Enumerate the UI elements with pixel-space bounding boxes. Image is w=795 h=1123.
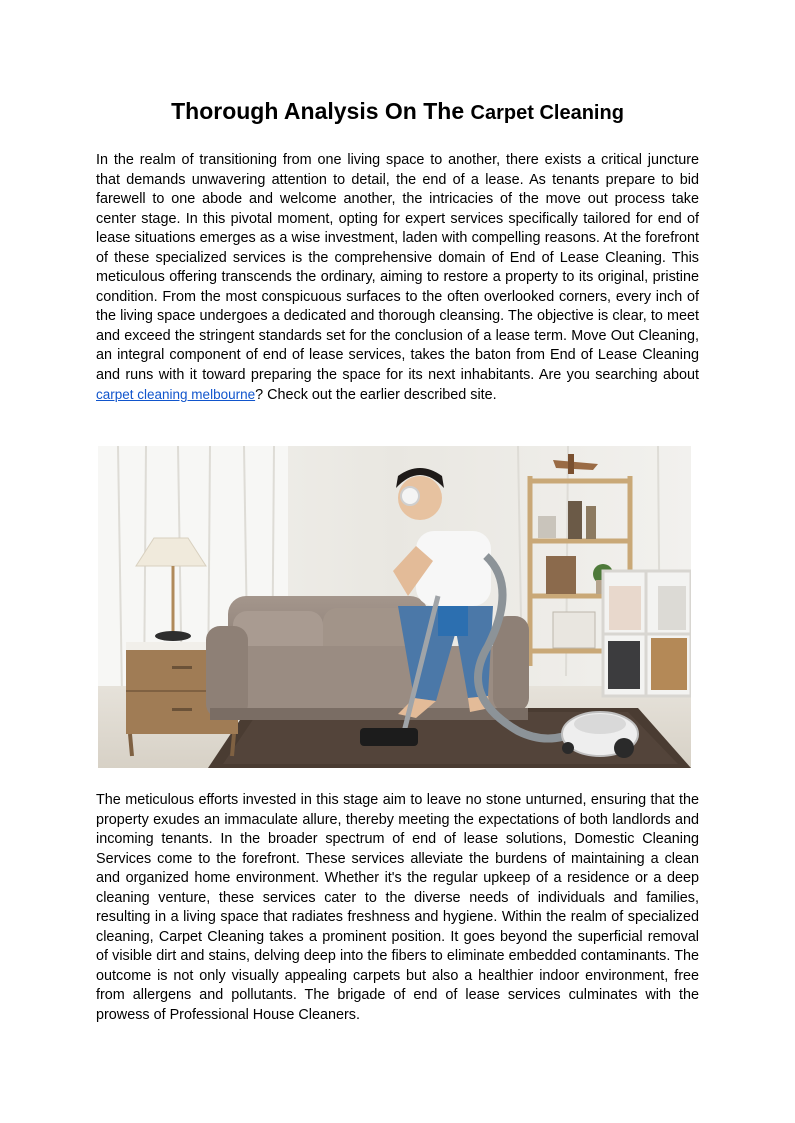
title-sub: Carpet Cleaning <box>470 102 624 124</box>
body-paragraph: The meticulous efforts invested in this stage aim to leave no stone unturned, ensuring that the property exudes an immaculate allure, thereby meeting the expectations of both landlords and incoming tenants. In the broader spectrum of end of lease solutions, Domestic Cleaning Services come to the forefront. These services alleviate the burdens of maintaining a clean and organized home environment. Whether it's the regular upkeep of a residence or a deep cleaning venture, these services cater to the diverse needs of individuals and families, resulting in a living space that radiates freshness and hygiene. Within the realm of specialized cleaning, Carpet Cleaning takes a prominent position. It goes beyond the superficial removal of visible dirt and stains, delving deep into the fibers to eliminate embedded contaminants. The outcome is not only visually appealing carpets but also a healthier indoor environment, free from allergens and pollutants. The brigade of end of lease services culminates with the prowess of Professional House Cleaners. <box>96 792 699 1023</box>
page-title <box>96 95 699 129</box>
title-main: Thorough Analysis On The <box>171 98 465 124</box>
intro-paragraph <box>96 151 699 406</box>
intro-text: In the realm of transitioning from one living space to another, there exists a critical juncture that demands unwavering attention to detail, the end of a lease. As tenants prepare to bid farewell to one abode and welcome another, the intricacies of the move out process take center stage. In this pivotal moment, opting for expert services specifically tailored for end of lease situations emerges as a wise investment, laden with compelling reasons. At the forefront of these specialized services is the comprehensive domain of End of Lease Cleaning. This meticulous offering transcends the ordinary, aiming to restore a property to its original, pristine condition. From the most conspicuous surfaces to the often overlooked corners, every inch of the living space undergoes a dedicated and thorough cleansing. The objective is clear, to meet and exceed the stringent standards set for the conclusion of a lease term. Move Out Cleaning, an integral component of end of lease services, takes the baton from End of Lease Cleaning and runs with it toward preparing the space for its next inhabitants. Are you searching about <box>96 152 699 383</box>
intro-text-after: ? Check out the earlier described site. <box>255 387 497 403</box>
carpet-cleaning-link[interactable]: carpet cleaning melbourne <box>96 387 256 402</box>
carpet-cleaning-photo <box>98 446 691 768</box>
